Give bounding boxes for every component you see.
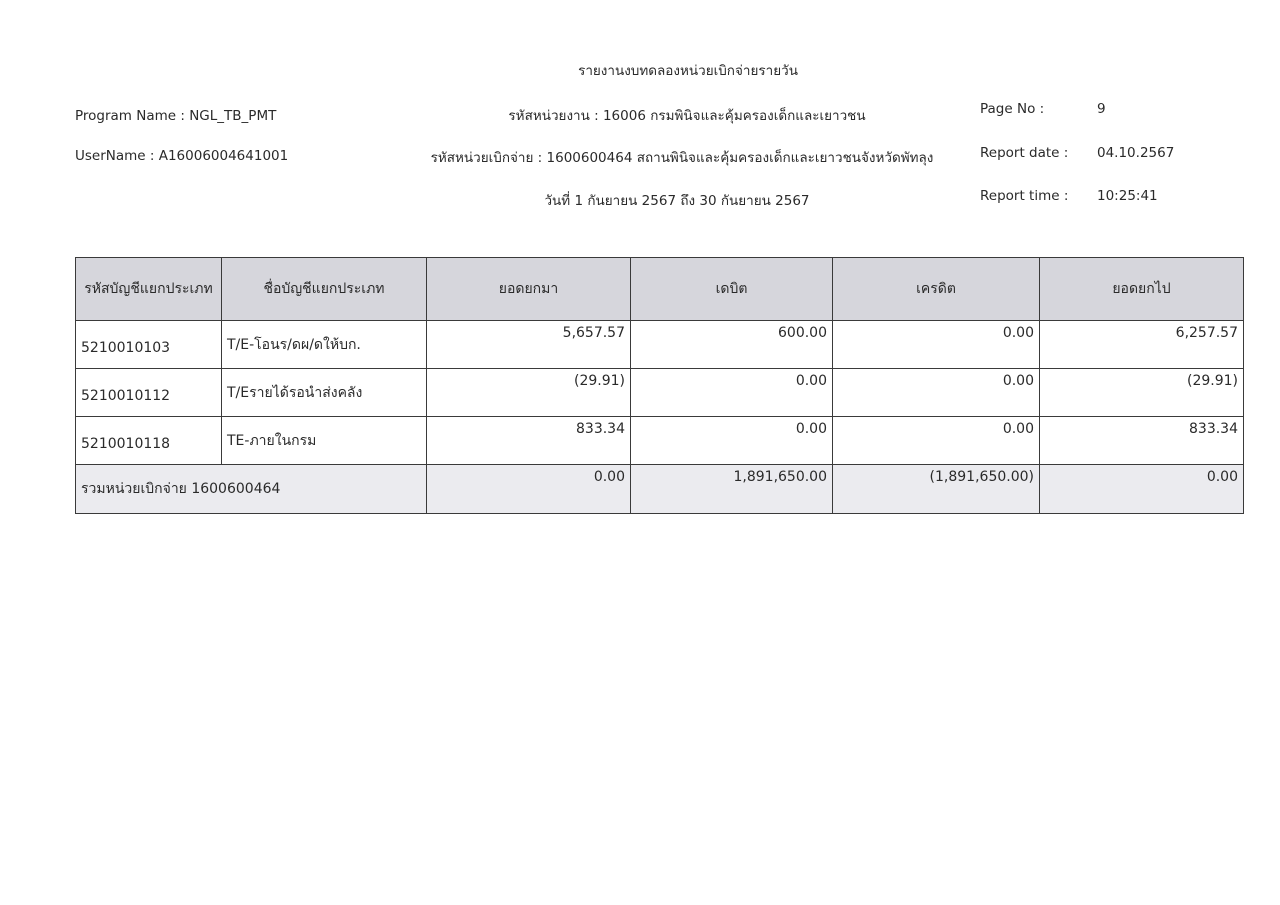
header-debit: เดบิต [631, 258, 833, 321]
trial-balance-table [75, 257, 1244, 514]
header-brought-forward: ยอดยกมา [427, 258, 631, 321]
header-credit: เครดิต [833, 258, 1040, 321]
header-account-code: รหัสบัญชีแยกประเภท [76, 258, 222, 321]
account-name: TE-ภายในกรม [222, 417, 427, 465]
report-date-value: 04.10.2567 [1097, 145, 1175, 161]
carried-forward: 6,257.57 [1040, 321, 1244, 369]
brought-forward: 5,657.57 [427, 321, 631, 369]
table-row [76, 417, 1244, 465]
table-header-row [76, 258, 1244, 321]
carried-forward: 833.34 [1040, 417, 1244, 465]
period-line: วันที่ 1 กันยายน 2567 ถึง 30 กันยายน 2567 [544, 193, 810, 209]
account-code: 5210010118 [76, 417, 222, 465]
account-name: T/E-โอนร/ดผ/ดให้บก. [222, 321, 427, 369]
debit: 0.00 [631, 417, 833, 465]
total-label: รวมหน่วยเบิกจ่าย 1600600464 [76, 465, 427, 514]
program-name: Program Name : NGL_TB_PMT [75, 108, 277, 124]
report-time-label: Report time : [980, 188, 1069, 204]
header-carried-forward: ยอดยกไป [1040, 258, 1244, 321]
account-code: 5210010112 [76, 369, 222, 417]
agency-line: รหัสหน่วยงาน : 16006 กรมพินิจและคุ้มครองเด็กและเยาวชน [508, 108, 866, 124]
total-carried-forward: 0.00 [1040, 465, 1244, 514]
table-row [76, 369, 1244, 417]
debit: 600.00 [631, 321, 833, 369]
header-account-name: ชื่อบัญชีแยกประเภท [222, 258, 427, 321]
report-title: รายงานงบทดลองหน่วยเบิกจ่ายรายวัน [578, 63, 798, 79]
credit: 0.00 [833, 417, 1040, 465]
total-brought-forward: 0.00 [427, 465, 631, 514]
debit: 0.00 [631, 369, 833, 417]
credit: 0.00 [833, 321, 1040, 369]
username: UserName : A16006004641001 [75, 148, 289, 164]
table-row [76, 321, 1244, 369]
account-name: T/Eรายได้รอนำส่งคลัง [222, 369, 427, 417]
report-time-value: 10:25:41 [1097, 188, 1158, 204]
brought-forward: (29.91) [427, 369, 631, 417]
total-debit: 1,891,650.00 [631, 465, 833, 514]
total-row [76, 465, 1244, 514]
account-code: 5210010103 [76, 321, 222, 369]
page-no-label: Page No : [980, 101, 1045, 117]
carried-forward: (29.91) [1040, 369, 1244, 417]
credit: 0.00 [833, 369, 1040, 417]
page-no-value: 9 [1097, 101, 1106, 117]
disbursement-unit-line: รหัสหน่วยเบิกจ่าย : 1600600464 สถานพินิจและคุ้มครองเด็กและเยาวชนจังหวัดพัทลุง [430, 150, 934, 166]
brought-forward: 833.34 [427, 417, 631, 465]
total-credit: (1,891,650.00) [833, 465, 1040, 514]
report-date-label: Report date : [980, 145, 1069, 161]
